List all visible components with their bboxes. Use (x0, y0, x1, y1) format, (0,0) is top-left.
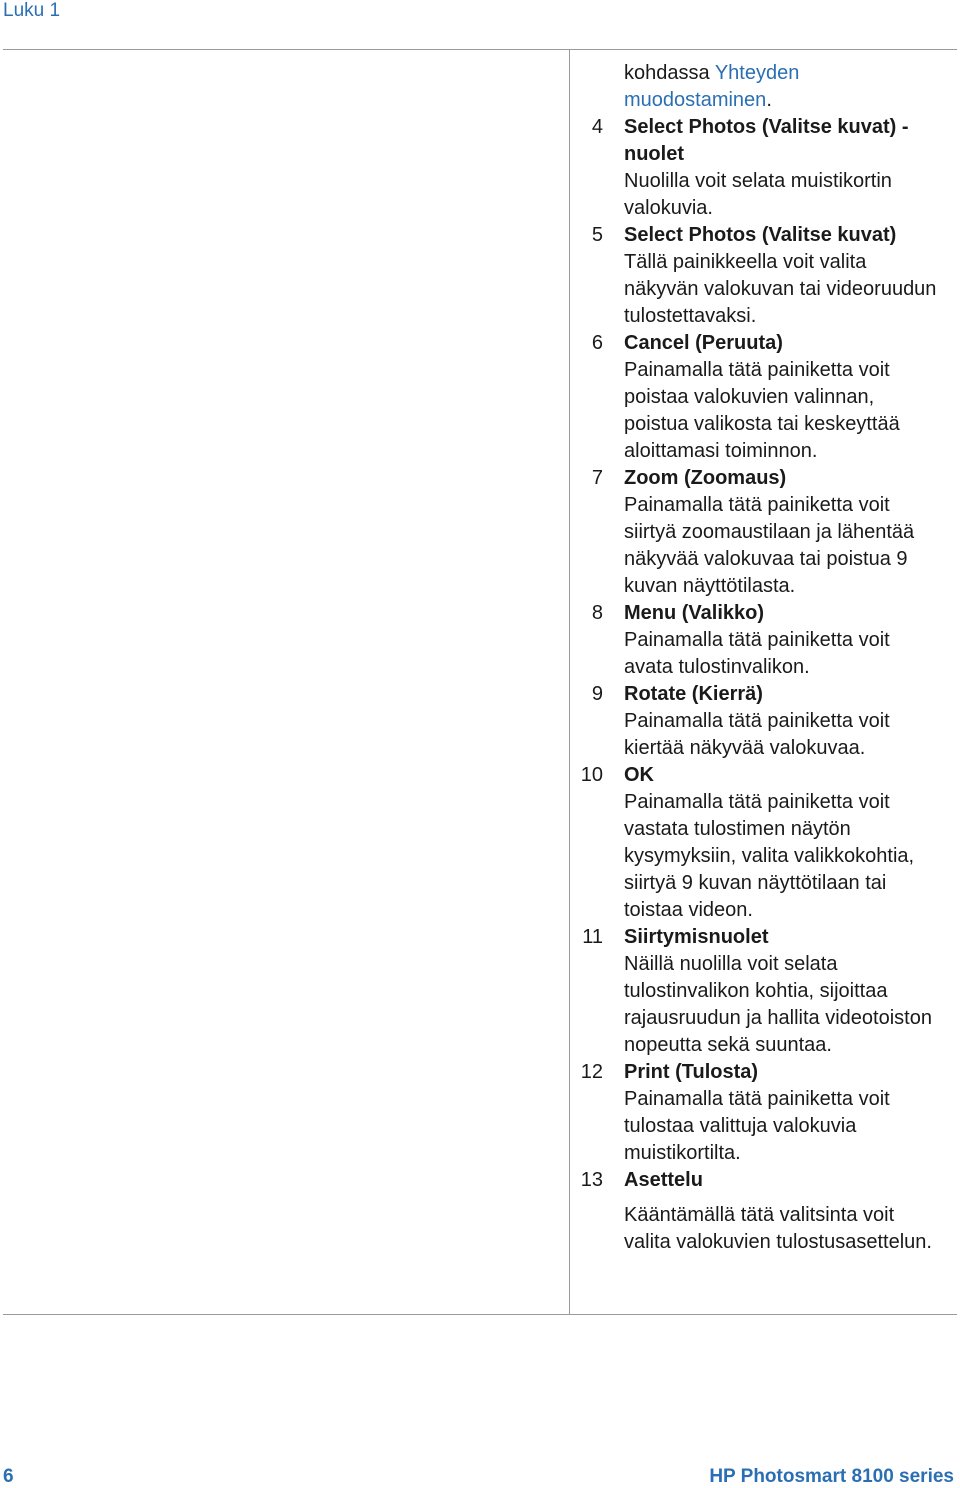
product-name: HP Photosmart 8100 series (709, 1466, 954, 1487)
item-title: Cancel (Peruuta) (624, 332, 783, 354)
item-number: 13 (580, 1169, 603, 1191)
item-title: Asettelu (624, 1169, 703, 1191)
item-number: 7 (591, 467, 603, 489)
item-description: Painamalla tätä painiketta voit tulostaa valittuja valokuvia muistikortilta. (624, 1088, 890, 1164)
list-item (0, 924, 960, 1059)
item-number: 9 (591, 683, 603, 705)
item-description: Painamalla tätä painiketta voit siirtyä zoomaustilaan ja lähentää näkyvää valokuvaa tai poistua 9 kuvan näyttötilasta. (624, 494, 915, 597)
item-title: Select Photos (Valitse kuvat) -nuolet (624, 116, 909, 165)
item-description: Painamalla tätä painiketta voit vastata tulostimen näytön kysymyksiin, valita valikkokohtia, siirtyä 9 kuvan näyttötilaan tai toistaa videon. (624, 791, 915, 921)
intro-prefix: kohdassa (624, 62, 715, 84)
item-number: 12 (580, 1061, 603, 1083)
page-number: 6 (3, 1466, 14, 1487)
list-item (0, 1167, 960, 1256)
list-item (0, 222, 960, 330)
connection-link[interactable]: Yhteyden muodostaminen (624, 62, 800, 111)
list-item (0, 600, 960, 681)
list-item (0, 465, 960, 600)
item-title: Siirtymisnuolet (624, 926, 769, 948)
list-item (0, 681, 960, 762)
item-description: Näillä nuolilla voit selata tulostinvalikon kohtia, sijoittaa rajausruudun ja hallita videotoiston nopeutta sekä suuntaa. (624, 953, 932, 1056)
item-number: 5 (591, 224, 603, 246)
spacer (624, 1194, 944, 1202)
list-item (0, 1059, 960, 1167)
item-title: Rotate (Kierrä) (624, 683, 763, 705)
item-number: 6 (591, 332, 603, 354)
item-description: Kääntämällä tätä valitsinta voit valita valokuvien tulostusasettelun. (624, 1204, 932, 1253)
item-title: Select Photos (Valitse kuvat) (624, 224, 897, 246)
list-item (0, 330, 960, 465)
item-number: 8 (591, 602, 603, 624)
item-description: Painamalla tätä painiketta voit poistaa valokuvien valinnan, poistua valikosta tai keskeyttää aloittamasi toiminnon. (624, 359, 900, 462)
item-number: 11 (582, 926, 603, 948)
item-description: Painamalla tätä painiketta voit kiertää näkyvää valokuvaa. (624, 710, 890, 759)
item-description: Painamalla tätä painiketta voit avata tulostinvalikon. (624, 629, 890, 678)
item-description: Tällä painikkeella voit valita näkyvän valokuvan tai videoruudun tulostettavaksi. (624, 251, 937, 327)
list-item (0, 762, 960, 924)
intro-suffix: . (766, 89, 772, 111)
item-number: 10 (580, 764, 603, 786)
top-divider (3, 49, 957, 50)
item-title: OK (624, 764, 654, 786)
chapter-label: Luku 1 (3, 0, 61, 21)
bottom-divider (3, 1314, 957, 1315)
item-title: Zoom (Zoomaus) (624, 467, 787, 489)
intro-text (0, 60, 960, 114)
list-item (0, 114, 960, 222)
item-title: Menu (Valikko) (624, 602, 765, 624)
item-number: 4 (591, 116, 603, 138)
item-title: Print (Tulosta) (624, 1061, 759, 1083)
item-description: Nuolilla voit selata muistikortin valokuvia. (624, 170, 892, 219)
item-list (0, 60, 960, 1256)
